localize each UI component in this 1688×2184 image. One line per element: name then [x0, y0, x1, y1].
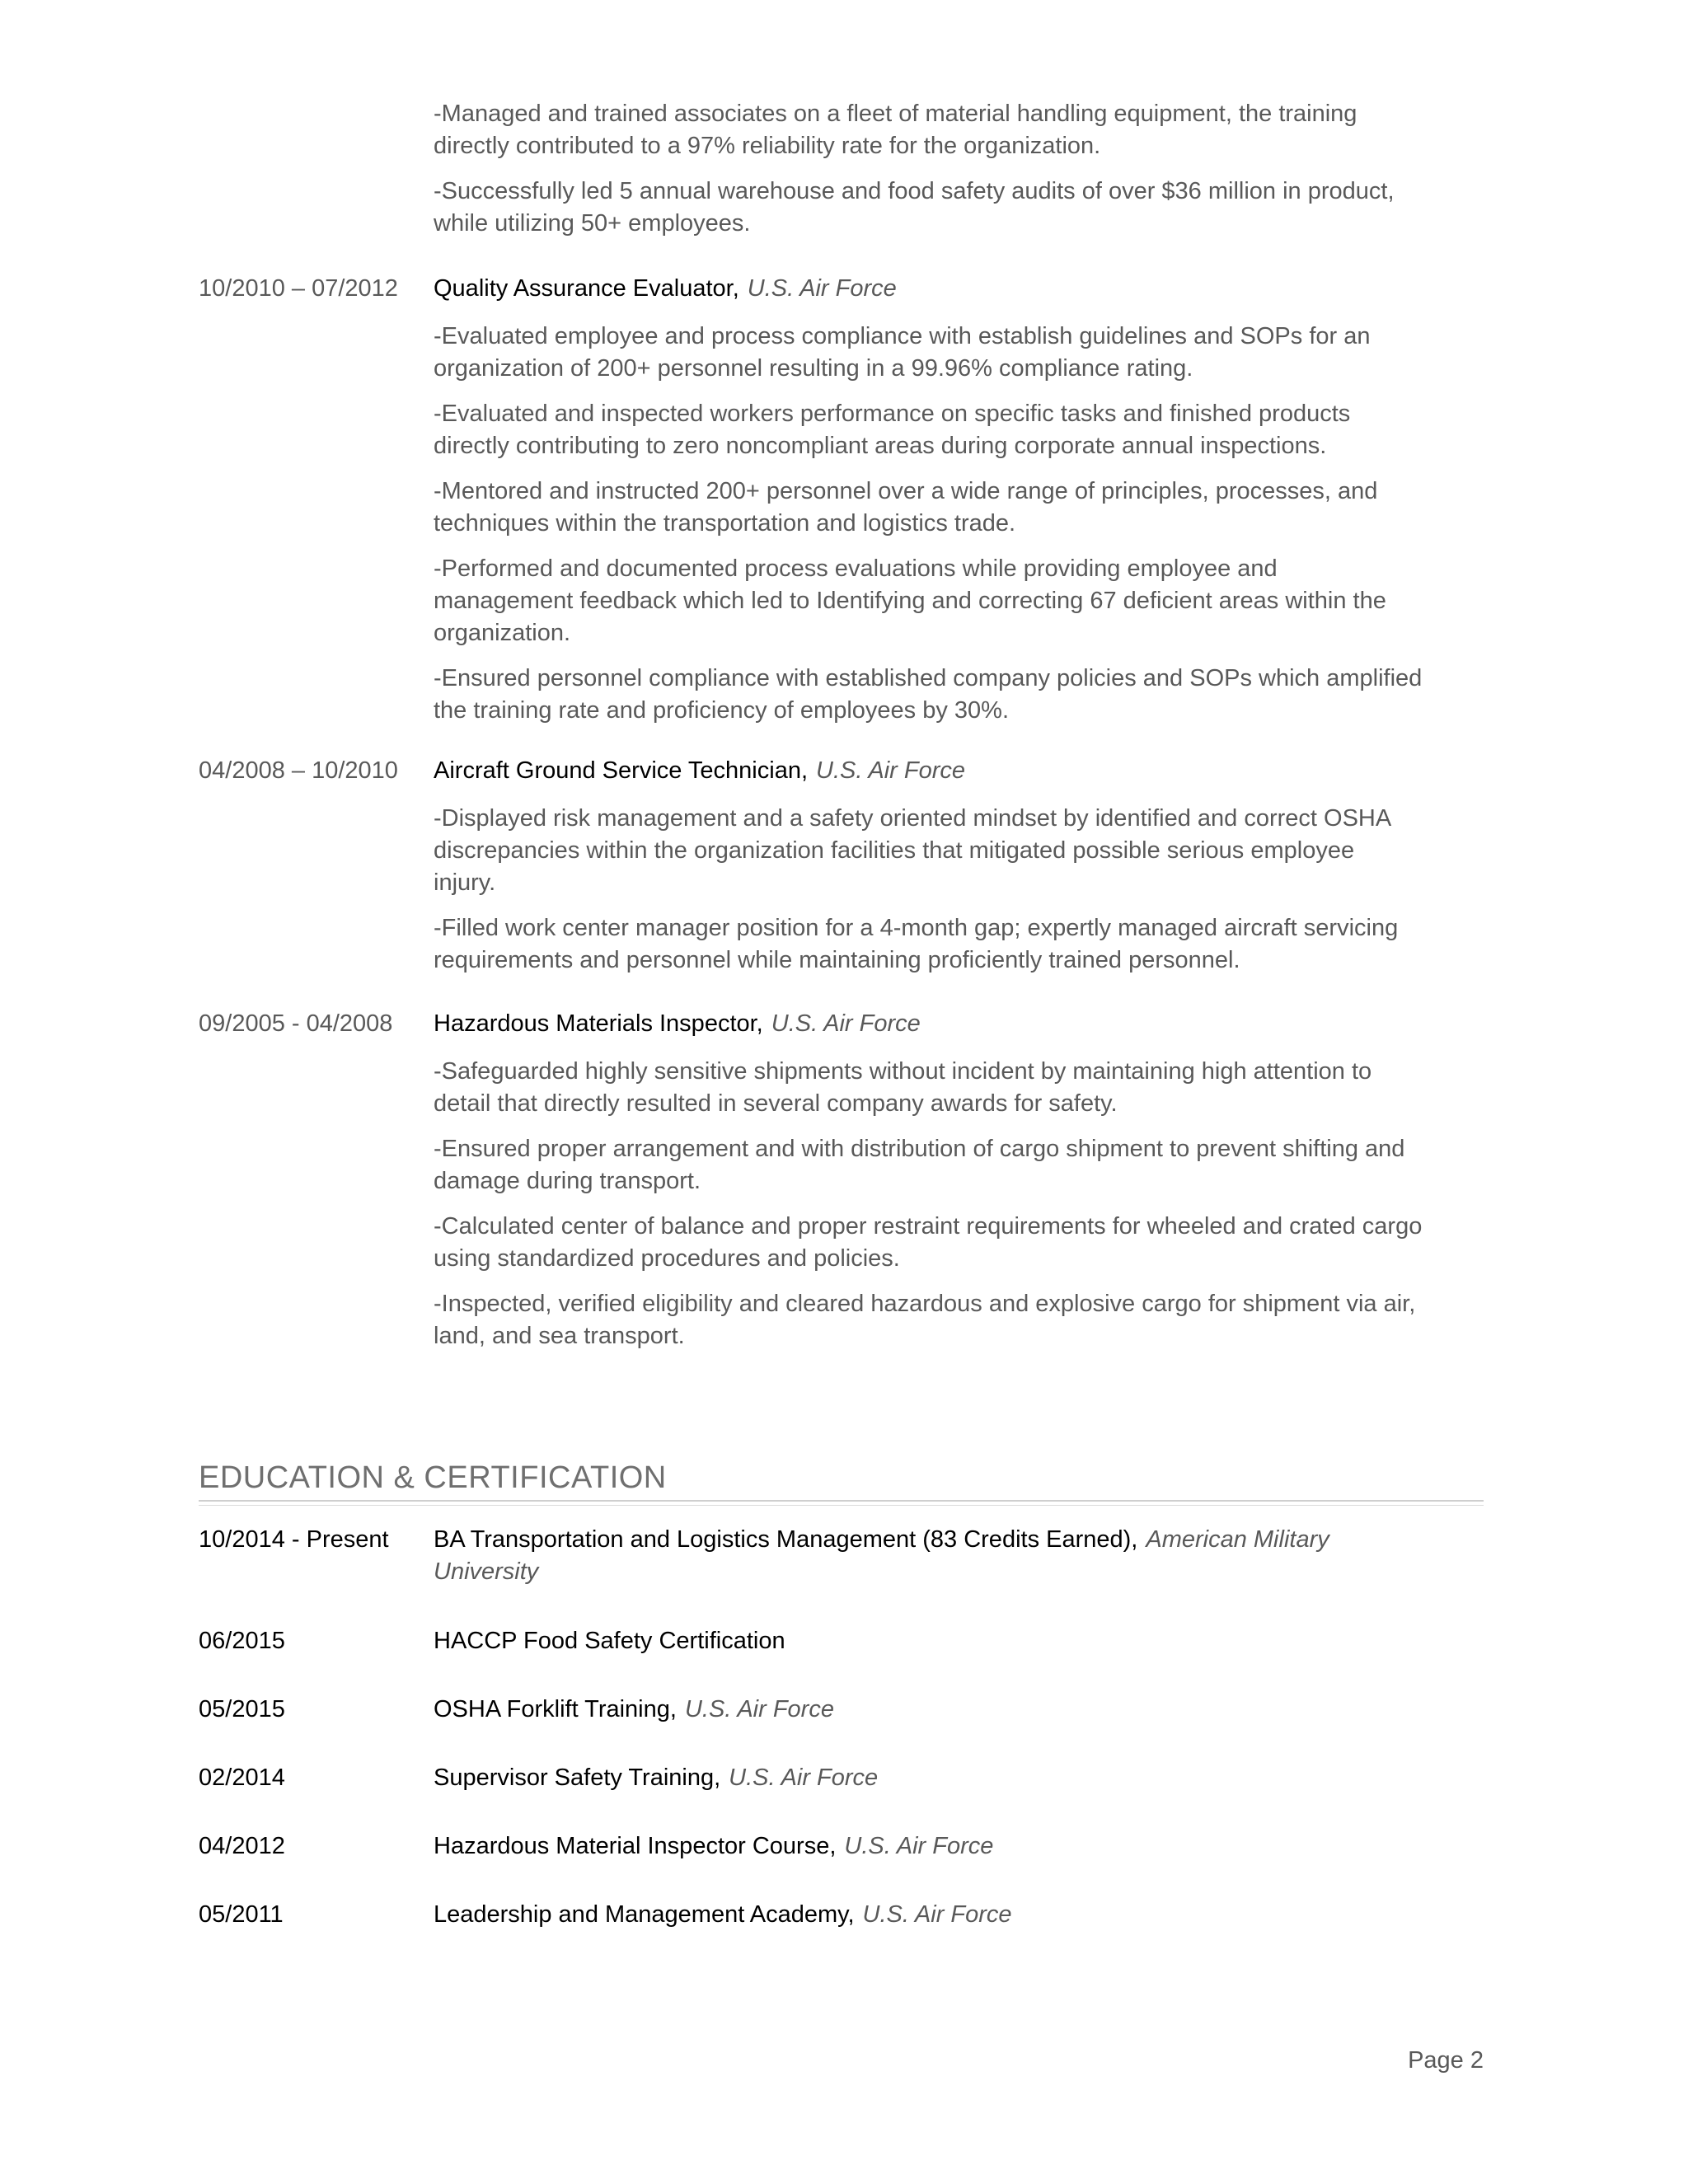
job-title: Aircraft Ground Service Technician,	[434, 757, 809, 784]
entry-title	[434, 1830, 1381, 1863]
entry-title	[434, 1625, 1381, 1657]
entry-dates: 05/2015	[199, 1696, 285, 1722]
job-title: Quality Assurance Evaluator,	[434, 275, 739, 302]
bullet-text: -Mentored and instructed 200+ personnel over a wide range of principles, processes, and techniques within the transportation and logistics trade.	[434, 478, 1378, 537]
entry-dates: 04/2008 – 10/2010	[199, 757, 398, 784]
entry-title	[434, 755, 965, 787]
credential-title: Leadership and Management Academy,	[434, 1901, 855, 1928]
entry-bullets	[434, 321, 1423, 740]
organization: U.S. Air Force	[747, 275, 897, 302]
entry-dates: 10/2014 - Present	[199, 1526, 389, 1553]
page-number: Page 2	[1408, 2047, 1484, 2074]
organization: U.S. Air Force	[729, 1765, 879, 1791]
organization: U.S. Air Force	[844, 1833, 994, 1859]
entry-dates: 10/2010 – 07/2012	[199, 275, 398, 302]
entry-title	[434, 1524, 1381, 1588]
section-divider	[199, 1500, 1484, 1502]
organization: U.S. Air Force	[684, 1696, 834, 1722]
bullet-text: -Calculated center of balance and proper restraint requirements for wheeled and crated cargo using standardized procedures and policies.	[434, 1213, 1423, 1272]
credential-title: Hazardous Material Inspector Course,	[434, 1833, 837, 1859]
entry-title	[434, 1899, 1381, 1931]
section-divider	[199, 1505, 1484, 1506]
bullet-text: -Managed and trained associates on a fleet of material handling equipment, the training directly contributed to a 97% reliability rate for the organization.	[434, 101, 1357, 159]
bullet-text: -Evaluated employee and process compliance with establish guidelines and SOPs for an organization of 200+ personnel resulting in a 99.96% compliance rating.	[434, 323, 1371, 382]
section-heading-education: EDUCATION & CERTIFICATION	[199, 1460, 667, 1495]
credential-title: Supervisor Safety Training,	[434, 1765, 721, 1791]
bullet-text: -Inspected, verified eligibility and cleared hazardous and explosive cargo for shipment via air, land, and sea transport.	[434, 1291, 1416, 1349]
organization: U.S. Air Force	[862, 1901, 1012, 1928]
entry-title	[434, 1694, 1381, 1726]
bullet-text: -Performed and documented process evaluations while providing employee and management feedback which led to Identifying and correcting 67 deficient areas within the organization.	[434, 555, 1386, 646]
entry-dates: 06/2015	[199, 1628, 285, 1654]
entry-dates: 04/2012	[199, 1833, 285, 1859]
entry-bullets	[434, 1056, 1423, 1366]
entry-dates: 02/2014	[199, 1765, 285, 1791]
bullet-text: -Evaluated and inspected workers performance on specific tasks and finished products directly contributing to zero noncompliant areas during corporate annual inspections.	[434, 401, 1351, 459]
entry-bullets	[434, 803, 1423, 990]
bullet-text: -Successfully led 5 annual warehouse and food safety audits of over $36 million in product, while utilizing 50+ employees.	[434, 178, 1395, 237]
job-title: Hazardous Materials Inspector,	[434, 1010, 763, 1037]
bullet-text: -Ensured proper arrangement and with distribution of cargo shipment to prevent shifting and damage during transport.	[434, 1136, 1405, 1194]
organization: U.S. Air Force	[771, 1010, 921, 1037]
entry-title	[434, 1008, 921, 1040]
bullet-text: -Displayed risk management and a safety oriented mindset by identified and correct OSHA discrepancies within the organization facilities that mitigated possible serious employee injury.	[434, 805, 1390, 896]
entry-dates: 05/2011	[199, 1901, 284, 1928]
entry-title	[434, 273, 897, 305]
credential-title: HACCP Food Safety Certification	[434, 1628, 785, 1654]
organization: U.S. Air Force	[816, 757, 966, 784]
entry-dates: 09/2005 - 04/2008	[199, 1010, 393, 1037]
entry-title	[434, 1762, 1381, 1794]
bullet-text: -Filled work center manager position for a 4-month gap; expertly managed aircraft servicing requirements and personnel while maintaining proficiently trained personnel.	[434, 915, 1399, 973]
credential-title: OSHA Forklift Training,	[434, 1696, 677, 1722]
continued-bullets	[434, 98, 1423, 253]
organization: American Military University	[434, 1526, 1329, 1585]
bullet-text: -Safeguarded highly sensitive shipments without incident by maintaining high attention to detail that directly resulted in several company awards for safety.	[434, 1058, 1372, 1117]
credential-title: BA Transportation and Logistics Management (83 Credits Earned),	[434, 1526, 1138, 1553]
bullet-text: -Ensured personnel compliance with established company policies and SOPs which amplified the training rate and proficiency of employees by 30%.	[434, 665, 1423, 724]
